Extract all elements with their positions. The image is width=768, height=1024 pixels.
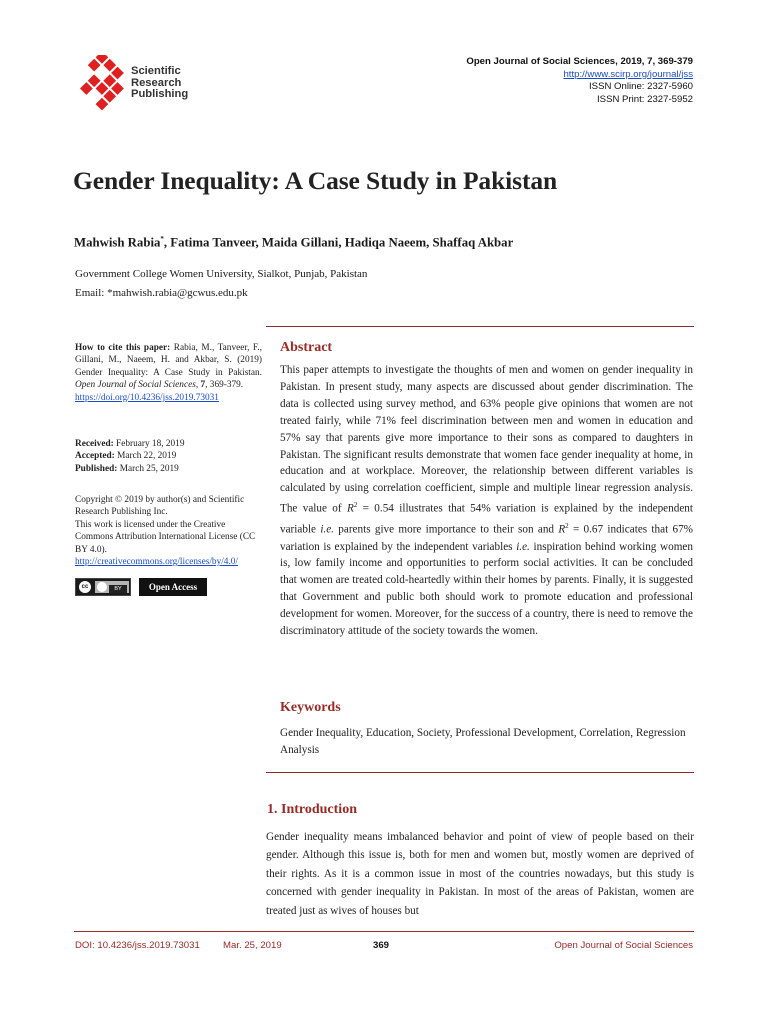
publisher-name-line: Research xyxy=(131,76,182,89)
issn-online: ISSN Online: 2327-5960 xyxy=(589,81,693,93)
citation-text: Rabia, M., Tanveer, F., Gillani, M., Naeem, H. and Akbar, S. (2019) Gender Inequality: A Case Study in Pakistan. xyxy=(75,343,263,378)
contact-email[interactable]: Email: *mahwish.rabia@gcwus.edu.pk xyxy=(75,287,248,299)
copyright-block xyxy=(75,494,262,568)
publisher-name-line: Scientific xyxy=(131,65,181,77)
r-squared-exponent: 2 xyxy=(565,521,569,530)
introduction-heading: 1. Introduction xyxy=(267,802,357,817)
corresponding-author: Mahwish Rabia xyxy=(74,235,161,250)
footer-doi: DOI: 10.4236/jss.2019.73031 xyxy=(75,940,200,951)
published-value: March 25, 2019 xyxy=(119,463,179,474)
abstract-part: = 0.67 indicates that 67% variation is explained by the independent variables xyxy=(280,523,694,553)
r-squared-symbol: R xyxy=(558,523,566,536)
footer-rule xyxy=(74,931,694,932)
co-authors: , Fatima Tanveer, Maida Gillani, Hadiqa Naeem, Shaffaq Akbar xyxy=(163,235,514,250)
abstract-top-rule xyxy=(266,326,694,327)
abstract-part: This paper attempts to investigate the thoughts of men and women on gender inequality in Pakistan. In present study, many aspects are discussed about gender discrimination. The data is collected using survey method, and 63% people give opinions that women are not treated fairly, while 71% feel discrimination between men and women in education and 57% say that parents give more importance to their sons as compared to daughters in Pakistan. The significant results demonstrate that women face gender inequality at home, in education and at workplace. Moreover, the relationship between different variables is calculated by using correlation coefficient, simple and multiple linear regression analysis. The value of xyxy=(280,364,693,515)
ie-abbreviation: i.e. xyxy=(320,523,334,536)
creative-commons-icon: cc xyxy=(79,581,91,593)
person-icon xyxy=(97,582,107,592)
journal-citation: Open Journal of Social Sciences, 2019, 7, 369-379 xyxy=(466,56,693,67)
open-access-badge[interactable]: Open Access xyxy=(139,578,207,596)
publisher-logo-mark-icon xyxy=(74,55,132,110)
keywords-text: Gender Inequality, Education, Society, Professional Development, Correlation, Regression Analysis xyxy=(280,727,686,756)
journal-info xyxy=(466,56,693,106)
citation-volume: 7 xyxy=(200,380,206,391)
license-notice: This work is licensed under the Creative Commons Attribution International License (CC BY 4.0). xyxy=(75,519,256,555)
abstract-heading: Abstract xyxy=(280,340,333,355)
page-number: 369 xyxy=(373,940,390,951)
published-label: Published: xyxy=(75,463,118,474)
publisher-name-line: Publishing xyxy=(131,88,189,100)
abstract-part: inspiration behind working women is, low family income and opportunities to perform social activities. It can be concluded that women are treated cold-heartedly within their homes by parents. Finally, it is suggested that Government and public both should work to promote education and professional development for women. Moreover, for the success of a country, there is need to remove the discriminatory attitude of the society towards the women. xyxy=(280,540,693,638)
citation-journal: Open Journal of Social Sciences xyxy=(75,380,196,391)
abstract-bottom-rule xyxy=(266,772,694,773)
issn-print: ISSN Print: 2327-5952 xyxy=(597,93,693,105)
abstract-part: parents give more importance to their son and xyxy=(333,523,559,536)
ie-abbreviation: i.e. xyxy=(516,540,530,553)
received-date xyxy=(75,438,262,450)
affiliation: Government College Women University, Sialkot, Punjab, Pakistan xyxy=(75,268,368,280)
license-badges xyxy=(75,578,210,596)
journal-url-link[interactable]: http://www.scirp.org/journal/jss xyxy=(563,68,693,80)
published-date xyxy=(75,463,262,475)
corresponding-author-mark: * xyxy=(160,235,164,243)
cc-by-badge[interactable] xyxy=(75,578,131,596)
received-value: February 18, 2019 xyxy=(116,439,185,449)
citation-label: How to cite this paper: xyxy=(75,343,171,353)
article-dates xyxy=(75,438,262,475)
r-squared-exponent: 2 xyxy=(353,501,358,510)
accepted-date xyxy=(75,450,262,462)
paper-title: Gender Inequality: A Case Study in Pakistan xyxy=(73,166,558,195)
publisher-name xyxy=(131,66,188,101)
by-label: BY xyxy=(109,585,127,593)
abstract-part: = 0.54 illustrates that 54% variation is explained by the independent variable xyxy=(280,502,693,536)
copyright-notice: Copyright © 2019 by author(s) and Scientific Research Publishing Inc. xyxy=(75,495,245,518)
doi-link[interactable]: https://doi.org/10.4236/jss.2019.73031 xyxy=(75,392,219,403)
citation-pages: 369-379. xyxy=(209,380,244,391)
r-squared-symbol: R xyxy=(346,502,354,515)
citation-block: How to cite this paper: Rabia, M., Tanveer, F., Gillani, M., Naeem, H. and Akbar, S. (2019) Gender Inequality: A Case Study in Pakistan. Open Journal of Social Sciences, 7, 369-379. https://doi.org/10.4236/jss.2019.73031 xyxy=(75,343,263,403)
accepted-label: Accepted: xyxy=(75,451,115,462)
footer-journal: Open Journal of Social Sciences xyxy=(554,940,693,951)
license-link[interactable]: http://creativecommons.org/licenses/by/4.0/ xyxy=(75,557,239,568)
publisher-logo xyxy=(74,55,199,110)
abstract-text xyxy=(280,362,693,640)
received-label: Received: xyxy=(75,439,114,449)
footer-date: Mar. 25, 2019 xyxy=(223,940,282,951)
accepted-value: March 22, 2019 xyxy=(117,451,177,462)
introduction-text: Gender inequality means imbalanced behavior and point of view of people based on their gender. Although this issue is, both for men and women but, mostly women are deprived of their rights. As it is a common issue in most of the countries nowadays, but this study is concerned with gender inequality in Pakistan. In most of the areas of Pakistan, women are treated just as wives of houses but xyxy=(266,831,694,917)
author-list xyxy=(74,235,513,250)
attribution-icon xyxy=(95,581,129,593)
keywords-heading: Keywords xyxy=(280,700,341,715)
